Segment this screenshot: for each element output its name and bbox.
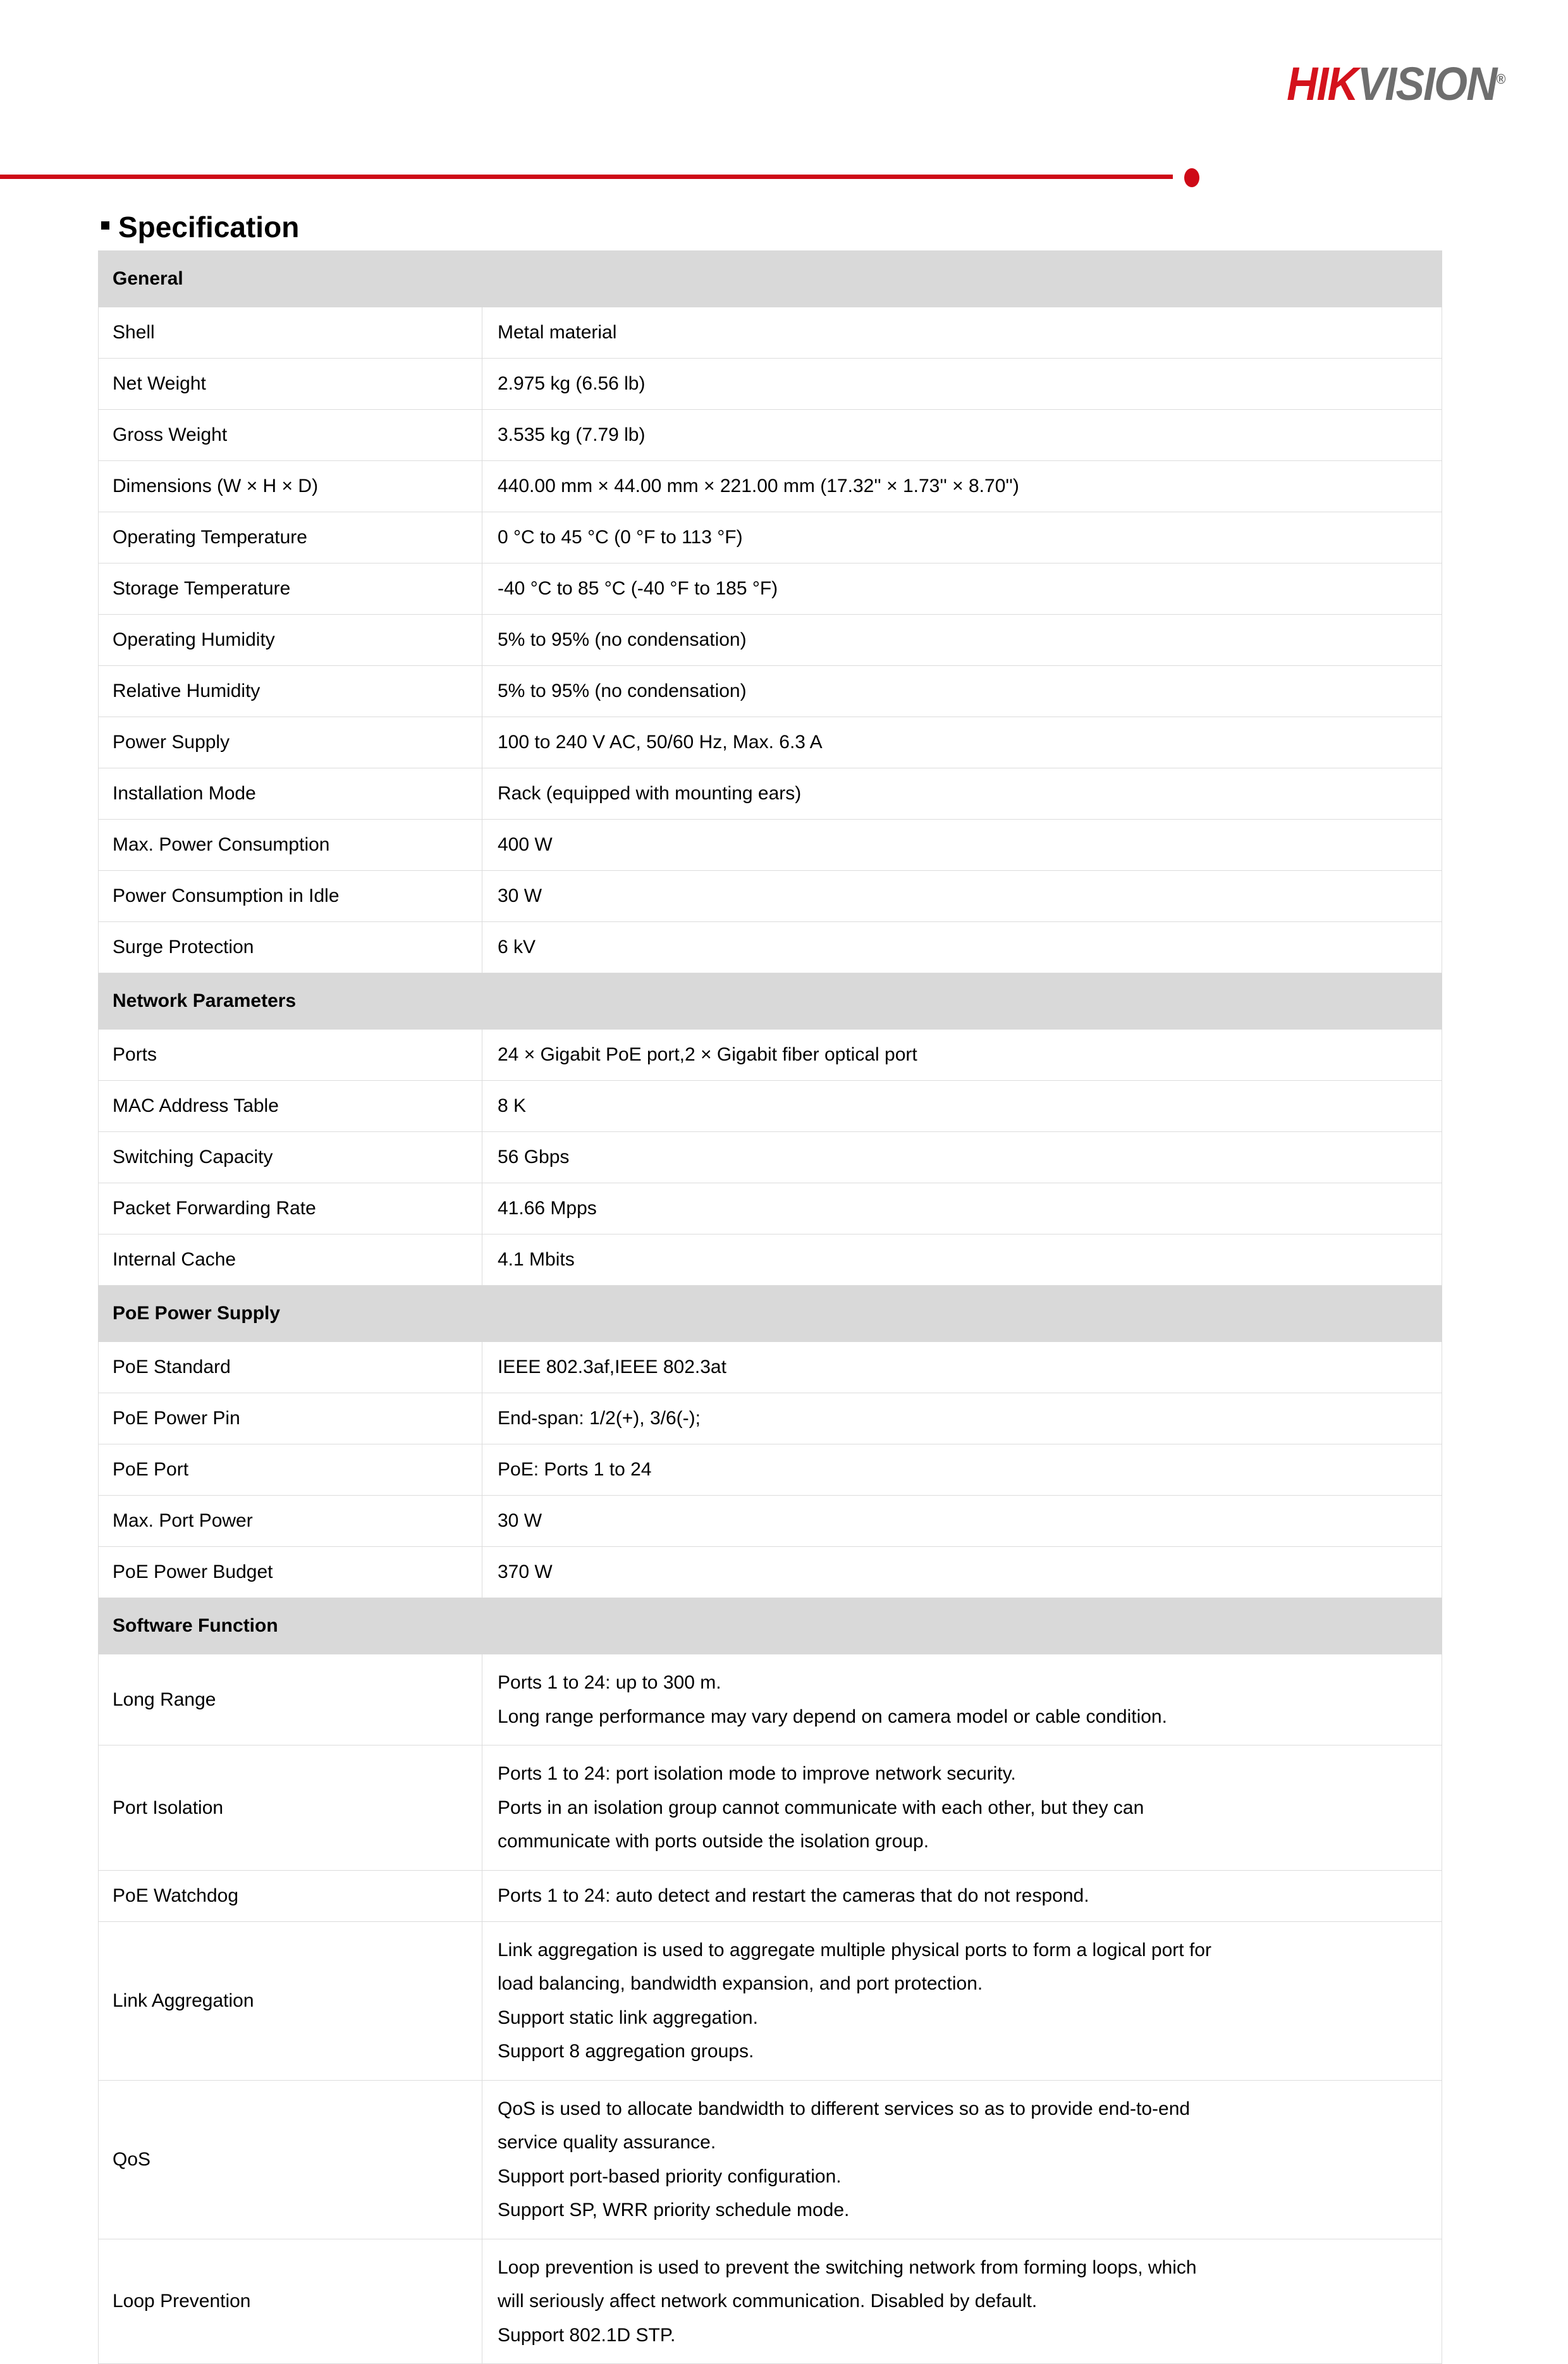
- section-header-label: PoE Power Supply: [99, 1286, 1442, 1342]
- spec-value-line: IEEE 802.3af,IEEE 802.3at: [498, 1357, 726, 1378]
- spec-value: [482, 461, 1442, 512]
- spec-value-line: Ports 1 to 24: up to 300 m.: [498, 1672, 721, 1693]
- spec-label: PoE Power Budget: [99, 1547, 482, 1598]
- spec-value: [482, 1547, 1442, 1598]
- table-row: [99, 359, 1442, 410]
- table-row: [99, 1547, 1442, 1598]
- table-row: [99, 820, 1442, 871]
- spec-value-line: QoS is used to allocate bandwidth to different services so as to provide end-to-end: [498, 2098, 1191, 2119]
- spec-label: Port Isolation: [99, 1745, 482, 1871]
- spec-value-line: 24 × Gigabit PoE port,2 × Gigabit fiber optical port: [498, 1044, 917, 1066]
- table-row: [99, 1745, 1442, 1871]
- spec-label: QoS: [99, 2080, 482, 2239]
- table-row: [99, 922, 1442, 973]
- spec-value: [482, 1030, 1442, 1081]
- table-row: [99, 666, 1442, 717]
- table-row: [99, 512, 1442, 563]
- table-row: [99, 1342, 1442, 1393]
- table-row: [99, 1870, 1442, 1921]
- table-row: [99, 1921, 1442, 2080]
- table-row: [99, 2080, 1442, 2239]
- hikvision-logo: [1287, 58, 1506, 110]
- spec-value-line: Support 8 aggregation groups.: [498, 2041, 754, 2062]
- spec-value: [482, 1183, 1442, 1234]
- section-header-label: Network Parameters: [99, 973, 1442, 1030]
- spec-value-line: 30 W: [498, 885, 542, 907]
- spec-label: Net Weight: [99, 359, 482, 410]
- spec-value-line: 2.975 kg (6.56 lb): [498, 373, 646, 395]
- spec-value: [482, 1745, 1442, 1871]
- spec-value-line: Support static link aggregation.: [498, 2007, 758, 2028]
- spec-label: Relative Humidity: [99, 666, 482, 717]
- divider-line: [0, 175, 1173, 179]
- spec-value: [482, 2239, 1442, 2364]
- table-row: [99, 1081, 1442, 1132]
- spec-value: [482, 410, 1442, 461]
- spec-label: Shell: [99, 307, 482, 359]
- table-row: [99, 1444, 1442, 1496]
- table-row: [99, 1496, 1442, 1547]
- spec-value: [482, 820, 1442, 871]
- specification-table: [98, 250, 1442, 2364]
- spec-label: Max. Port Power: [99, 1496, 482, 1547]
- table-row: [99, 1030, 1442, 1081]
- registered-trademark-icon: ®: [1497, 71, 1506, 87]
- spec-value-line: Support SP, WRR priority schedule mode.: [498, 2200, 850, 2220]
- spec-value-line: 5% to 95% (no condensation): [498, 629, 747, 651]
- table-row: [99, 768, 1442, 820]
- spec-value-line: 5% to 95% (no condensation): [498, 680, 747, 702]
- page-title: [101, 211, 299, 243]
- spec-value-line: PoE: Ports 1 to 24: [498, 1459, 652, 1481]
- spec-label: Long Range: [99, 1654, 482, 1745]
- spec-label: Gross Weight: [99, 410, 482, 461]
- spec-value-line: 400 W: [498, 834, 553, 856]
- spec-label: PoE Standard: [99, 1342, 482, 1393]
- spec-label: Dimensions (W × H × D): [99, 461, 482, 512]
- square-bullet-icon: [101, 221, 109, 230]
- spec-value-line: 4.1 Mbits: [498, 1249, 575, 1271]
- section-header-label: Software Function: [99, 1598, 1442, 1654]
- spec-label: Loop Prevention: [99, 2239, 482, 2364]
- spec-label: Packet Forwarding Rate: [99, 1183, 482, 1234]
- spec-value: [482, 1921, 1442, 2080]
- spec-value-line: Ports 1 to 24: auto detect and restart the cameras that do not respond.: [498, 1885, 1089, 1906]
- spec-label: Operating Humidity: [99, 615, 482, 666]
- spec-value-line: Link aggregation is used to aggregate multiple physical ports to form a logical port for: [498, 1939, 1211, 1961]
- spec-value: [482, 1081, 1442, 1132]
- table-row: [99, 1183, 1442, 1234]
- spec-value-line: -40 °C to 85 °C (-40 °F to 185 °F): [498, 578, 778, 600]
- spec-label: Ports: [99, 1030, 482, 1081]
- spec-value-line: 3.535 kg (7.79 lb): [498, 424, 646, 446]
- spec-value: [482, 768, 1442, 820]
- section-header-label: General: [99, 251, 1442, 307]
- table-row: [99, 615, 1442, 666]
- table-section-header: [99, 973, 1442, 1030]
- spec-label: Internal Cache: [99, 1234, 482, 1286]
- spec-value: [482, 615, 1442, 666]
- spec-value-line: 0 °C to 45 °C (0 °F to 113 °F): [498, 527, 743, 548]
- spec-label: PoE Port: [99, 1444, 482, 1496]
- spec-value: [482, 922, 1442, 973]
- table-row: [99, 410, 1442, 461]
- spec-value-line: Ports in an isolation group cannot communicate with each other, but they can: [498, 1797, 1144, 1818]
- spec-value: [482, 1234, 1442, 1286]
- spec-value-line: Metal material: [498, 322, 617, 343]
- spec-label: Storage Temperature: [99, 563, 482, 615]
- spec-value-line: Support port-based priority configuration.: [498, 2165, 842, 2187]
- spec-value: [482, 1654, 1442, 1745]
- spec-value-line: 56 Gbps: [498, 1147, 570, 1168]
- spec-value-line: 440.00 mm × 44.00 mm × 221.00 mm (17.32'' × 1.73'' × 8.70''): [498, 476, 1019, 497]
- table-row: [99, 307, 1442, 359]
- spec-value-line: 6 kV: [498, 937, 536, 958]
- spec-value-line: Long range performance may vary depend on camera model or cable condition.: [498, 1706, 1167, 1727]
- table-row: [99, 1132, 1442, 1183]
- table-row: [99, 871, 1442, 922]
- spec-label: PoE Watchdog: [99, 1870, 482, 1921]
- spec-value: [482, 512, 1442, 563]
- spec-value-line: End-span: 1/2(+), 3/6(-);: [498, 1408, 701, 1429]
- spec-value-line: 370 W: [498, 1561, 553, 1583]
- spec-value-line: will seriously affect network communication. Disabled by default.: [498, 2291, 1038, 2312]
- spec-value: [482, 666, 1442, 717]
- table-row: [99, 461, 1442, 512]
- page-title-label: Specification: [118, 211, 300, 243]
- spec-value: [482, 717, 1442, 768]
- spec-value-line: Loop prevention is used to prevent the switching network from forming loops, which: [498, 2256, 1197, 2278]
- spec-value-line: 100 to 240 V AC, 50/60 Hz, Max. 6.3 A: [498, 732, 823, 753]
- spec-label: Max. Power Consumption: [99, 820, 482, 871]
- spec-label: Power Supply: [99, 717, 482, 768]
- spec-value: [482, 1496, 1442, 1547]
- spec-value-line: service quality assurance.: [498, 2132, 716, 2153]
- spec-value-line: 30 W: [498, 1510, 542, 1532]
- table-row: [99, 1393, 1442, 1444]
- spec-value-line: Rack (equipped with mounting ears): [498, 783, 802, 804]
- spec-value: [482, 563, 1442, 615]
- spec-value: [482, 1870, 1442, 1921]
- table-row: [99, 1234, 1442, 1286]
- page-header: [0, 0, 1568, 177]
- spec-label: Power Consumption in Idle: [99, 871, 482, 922]
- table-section-header: [99, 251, 1442, 307]
- spec-label: Link Aggregation: [99, 1921, 482, 2080]
- spec-label: Installation Mode: [99, 768, 482, 820]
- spec-value-line: load balancing, bandwidth expansion, and port protection.: [498, 1973, 983, 1994]
- spec-label: Surge Protection: [99, 922, 482, 973]
- spec-label: Switching Capacity: [99, 1132, 482, 1183]
- table-row: [99, 717, 1442, 768]
- spec-value: [482, 1393, 1442, 1444]
- spec-label: Operating Temperature: [99, 512, 482, 563]
- table-section-header: [99, 1598, 1442, 1654]
- spec-value: [482, 2080, 1442, 2239]
- spec-value: [482, 871, 1442, 922]
- spec-value: [482, 307, 1442, 359]
- logo-text-vision: VISION: [1357, 58, 1497, 110]
- spec-value: [482, 1342, 1442, 1393]
- header-divider: [0, 166, 1568, 191]
- table-row: [99, 563, 1442, 615]
- logo-text-hik: HIK: [1287, 58, 1358, 110]
- spec-value-line: Support 802.1D STP.: [498, 2324, 676, 2346]
- spec-value-line: 41.66 Mpps: [498, 1198, 597, 1219]
- spec-value-line: 8 K: [498, 1095, 527, 1117]
- red-dot-icon: [1184, 168, 1199, 187]
- spec-value-line: Ports 1 to 24: port isolation mode to improve network security.: [498, 1763, 1016, 1784]
- spec-value: [482, 359, 1442, 410]
- spec-value-line: communicate with ports outside the isolation group.: [498, 1831, 929, 1852]
- table-section-header: [99, 1286, 1442, 1342]
- table-row: [99, 2239, 1442, 2364]
- table-row: [99, 1654, 1442, 1745]
- spec-label: PoE Power Pin: [99, 1393, 482, 1444]
- spec-label: MAC Address Table: [99, 1081, 482, 1132]
- spec-value: [482, 1132, 1442, 1183]
- spec-value: [482, 1444, 1442, 1496]
